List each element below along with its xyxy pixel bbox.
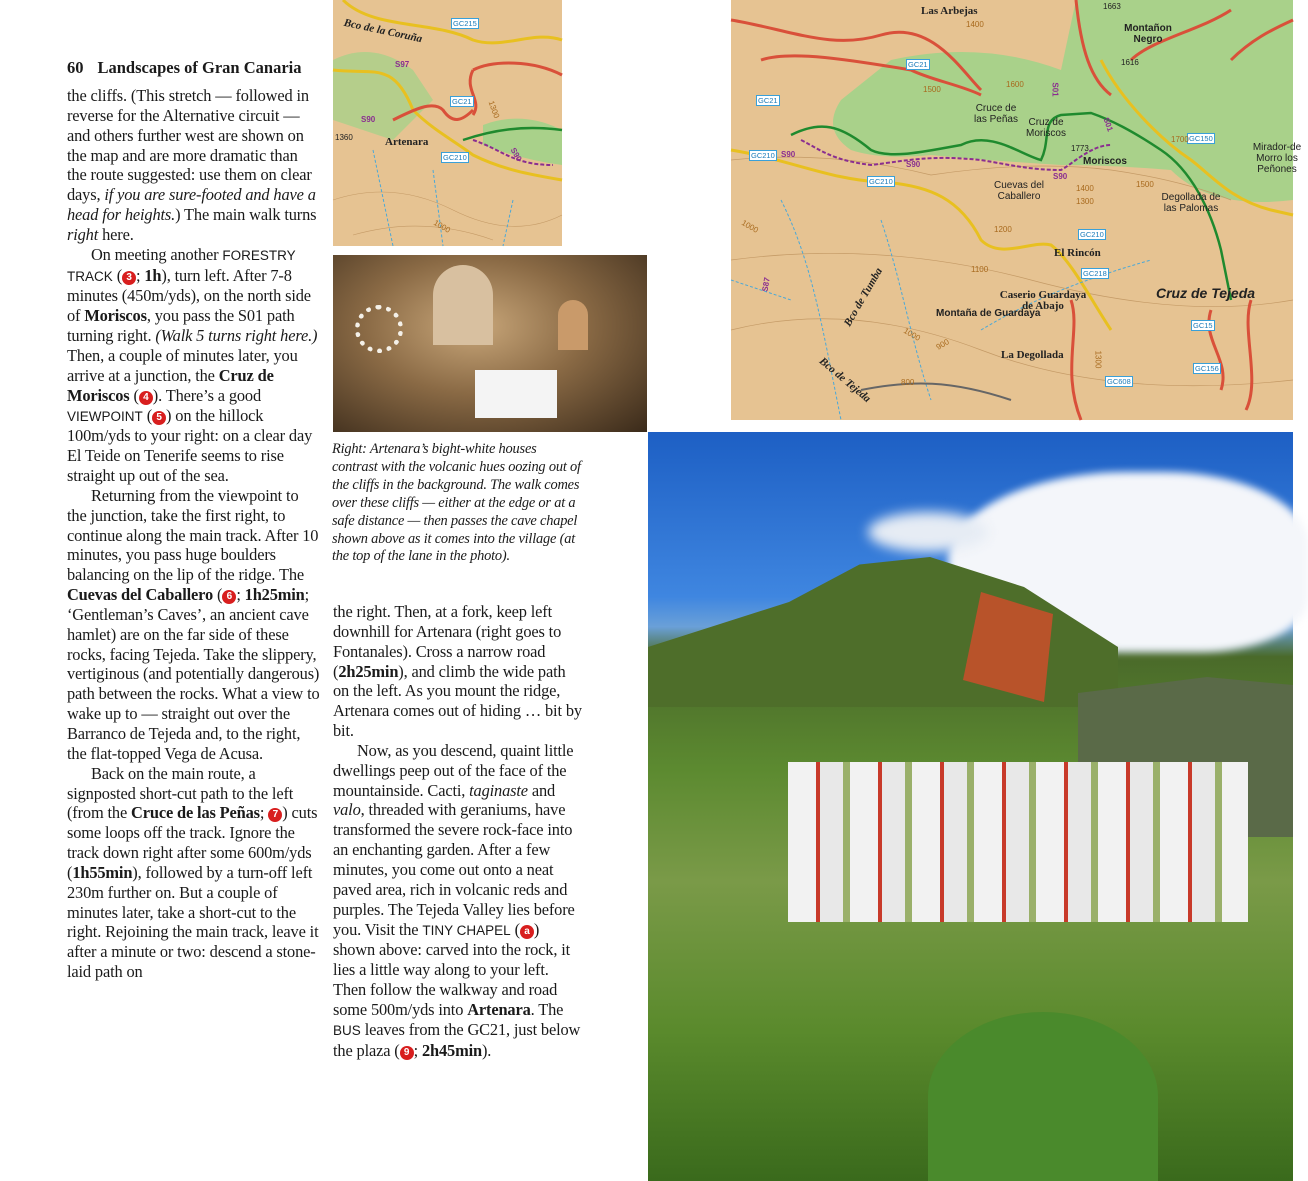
text-run: ; [413, 1040, 422, 1060]
text-run: leaves from the GC21, just below the plaza ( [333, 1019, 581, 1060]
running-header [67, 58, 301, 78]
text-run: ; [136, 265, 145, 285]
text-column-right [333, 602, 585, 1060]
map-label: Caserio Guardaya de Abajo [999, 289, 1087, 312]
text-run: the right. Then, at a fork, keep left downhill for Artenara (right goes to Fontanales). Cross a narrow road ( [333, 602, 562, 681]
chapel-table [475, 370, 557, 418]
small-caps-text: FORESTRY TRACK [67, 247, 296, 284]
italic-text: right [67, 224, 99, 244]
path-label: S90 [1053, 172, 1068, 181]
map-label: Montañon Negro [1124, 23, 1172, 45]
height-label: 1600 [1006, 80, 1024, 89]
map-label: Bco de Tejeda [816, 355, 873, 406]
route-marker-icon: a [520, 925, 534, 939]
photo-artenara-village [648, 432, 1293, 1181]
text-run: ), followed by a turn-off left 230m further on. But a couple of minutes later, take a short-cut to the right. Rejoining the main track, leave it after a minute or two: descend a stone-laid path on [67, 862, 319, 982]
map-label: Cruz de Moriscos [1025, 117, 1066, 139]
map-label: Mirador-de Morro los Peñones [1252, 142, 1302, 175]
map-label: Moriscos [1083, 156, 1127, 167]
bold-text: Cruce de las Peñas [131, 803, 260, 823]
bold-text: 1h25min [244, 585, 305, 605]
road-label: GC210 [1080, 230, 1104, 239]
text-run: ( [142, 405, 153, 425]
road-label: GC150 [1189, 134, 1213, 143]
photo-cactus [928, 1012, 1158, 1181]
route-marker-icon: 7 [268, 808, 282, 822]
text-run: ( [213, 585, 223, 605]
route-marker-icon: 6 [222, 590, 236, 604]
bold-text: Cruz de Moriscos [67, 365, 274, 405]
height-label: 1100 [971, 265, 989, 274]
text-run: . The [530, 999, 564, 1019]
road-label: GC218 [1083, 269, 1107, 278]
height-label: 800 [901, 378, 915, 387]
height-label: 1700 [1171, 135, 1189, 144]
path-label: S87 [760, 276, 772, 293]
bold-text: Moriscos [84, 306, 147, 326]
text-run: ; ‘Gentleman’s Caves’, an ancient cave hamlet) are on the far side of these rocks, facing Tejeda. Take the slippery, vertiginous (and potentially dangerous) path between the rocks. What a view to wake up to — straight out over the Barranco de Tejeda and, to the right, the flat-topped Vega de Acusa. [67, 585, 320, 763]
map-label: Bco de Tumba [841, 265, 885, 329]
map-artenara [333, 0, 562, 246]
text-run: ). There’s a good [152, 385, 262, 405]
text-run: ( [129, 385, 139, 405]
height-label: 1000 [901, 326, 922, 343]
italic-text: valo [333, 800, 361, 820]
map-label: Cruce de las Peñas [974, 103, 1018, 125]
paragraph [67, 86, 321, 245]
road-label: GC15 [1193, 321, 1213, 330]
path-label: S90 [361, 115, 376, 124]
road-label: GC210 [751, 151, 775, 160]
text-run: ), turn left. After 7-8 minutes (450m/yds), on the north side of [67, 265, 311, 326]
bold-text: Artenara [467, 999, 531, 1019]
route-marker-icon: 4 [139, 391, 153, 405]
path-label: S97 [395, 60, 410, 69]
chapel-altar-niche [433, 265, 493, 345]
height-label: 1300 [1076, 197, 1094, 206]
road-label: GC210 [869, 177, 893, 186]
paragraph [67, 764, 321, 982]
book-title: Landscapes of Gran Canaria [97, 58, 302, 77]
map-label: Cruz de Tejeda [1156, 285, 1256, 301]
road-label: GC210 [443, 153, 467, 162]
paragraph [333, 602, 585, 741]
road-label: GC21 [758, 96, 778, 105]
route-marker-icon: 9 [400, 1046, 414, 1060]
bold-text: 2h45min [421, 1040, 482, 1060]
paragraph [67, 245, 321, 486]
text-run: , you pass the S01 path turning right. [67, 306, 295, 346]
chapel-wreath [355, 305, 403, 353]
route-marker-icon: 5 [152, 411, 166, 425]
text-run: ) cuts some loops off the track. Ignore the track down right after some 600m/yds ( [67, 803, 318, 882]
road-label: GC156 [1195, 364, 1219, 373]
text-run: Back on the main route, a signposted short-cut path to the left (from the [67, 763, 294, 823]
height-label: 1300 [486, 99, 502, 120]
text-run: ). [481, 1040, 492, 1060]
path-label: S01 [1050, 82, 1060, 97]
text-run: Then, a couple of minutes later, you arrive at a junction, the [67, 345, 298, 385]
map-label: Montaña de Guardaya [936, 308, 1041, 319]
text-run: ) shown above: carved into the rock, it lies a little way along to your left. Then follow the walkway and road some 500m/yds into [333, 919, 571, 1019]
road-label: GC608 [1107, 377, 1131, 386]
text-run: On meeting another [91, 244, 223, 264]
bold-text: 1h [144, 265, 162, 285]
map-cruz-de-tejeda [731, 0, 1302, 420]
height-label: 1773 [1071, 144, 1089, 153]
bold-text: Cuevas del Caballero [67, 585, 214, 605]
text-run: the cliffs. (This stretch — followed in reverse for the Alternative circuit — and others further west are shown on the map and are more dramatic than the route suggested: use them on clear days, [67, 86, 312, 205]
map-label: Degollada de las Palomas [1161, 192, 1221, 214]
paragraph [67, 486, 321, 764]
road-label: GC215 [453, 19, 477, 28]
text-run: ) The main walk turns [175, 205, 317, 225]
route-marker-icon: 3 [122, 271, 136, 285]
italic-text: if you are sure-footed and have a head for heights. [67, 185, 316, 225]
small-caps-text: VIEWPOINT [67, 408, 143, 424]
text-column-left [67, 86, 321, 982]
photo-cloud [868, 512, 988, 552]
height-label: 900 [934, 337, 951, 352]
italic-text: taginaste [469, 780, 528, 800]
photo-white-houses [788, 762, 1248, 922]
road-label: GC21 [452, 97, 472, 106]
map-label: Las Arbejas [921, 5, 978, 17]
text-run: and [527, 780, 556, 800]
height-label: 1616 [1121, 58, 1139, 67]
height-label: 1000 [431, 218, 452, 235]
small-caps-text: TINY CHAPEL [422, 922, 511, 938]
path-label: S90 [781, 150, 796, 159]
path-label: S90 [508, 146, 524, 163]
text-run: , threaded with geraniums, have transformed the severe rock-face into an enchanting garden. After a few minutes, you come out onto a neat paved area, rich in volcanic reds and purples. The Tejeda Valley lies before you. Visit the [333, 800, 575, 939]
height-label: 1500 [1136, 180, 1154, 189]
height-label: 1300 [1093, 350, 1103, 369]
text-run: ), and climb the wide path on the left. As you mount the ridge, Artenara comes out of hiding … bit by bit. [333, 661, 582, 741]
bold-text: 2h25min [338, 661, 399, 681]
chapel-side-niche [558, 300, 588, 350]
text-run: Now, as you descend, quaint little dwellings peep out of the face of the mountainside. Cacti, [333, 740, 574, 800]
page-number: 60 [67, 58, 84, 77]
height-label: 1663 [1103, 2, 1121, 11]
italic-text: (Walk 5 turns right here.) [155, 326, 318, 346]
text-run: ; [259, 803, 269, 823]
height-label: 1400 [1076, 184, 1094, 193]
text-run: ( [510, 919, 520, 939]
photo-caption: Right: Artenara’s bight-white houses contrast with the volcanic hues oozing out of the cliffs in the background. The walk comes over these cliffs — either at the edge or at a safe distance — then passes the cave chapel shown above as it comes into the village (at the top of the lane in the photo). [332, 441, 581, 565]
text-run: Returning from the viewpoint to the junction, take the first right, to continue along the main track. After 10 minutes, you pass huge boulders balancing on the lip of the ridge. The [67, 485, 319, 585]
photo-cave-chapel [333, 255, 647, 432]
small-caps-text: BUS [333, 1022, 361, 1038]
text-run: here. [98, 224, 134, 244]
path-label: S90 [906, 160, 921, 169]
bold-text: 1h55min [72, 862, 133, 882]
height-label: 1000 [739, 218, 760, 235]
text-run: ( [112, 265, 123, 285]
map-label: Artenara [385, 136, 429, 148]
road-label: GC21 [908, 60, 928, 69]
text-run: ; [236, 585, 245, 605]
map-label: Cuevas del Caballero [993, 180, 1045, 202]
height-label: 1400 [966, 20, 984, 29]
path-label: S01 [1101, 116, 1115, 133]
map-label: La Degollada [1001, 349, 1064, 361]
paragraph [333, 741, 585, 1061]
height-label: 1200 [994, 225, 1012, 234]
map-label: Bco de la Coruña [342, 16, 424, 46]
map-label: El Rincón [1054, 247, 1101, 259]
height-label: 1500 [923, 85, 941, 94]
height-label: 1360 [335, 133, 353, 142]
text-run: ) on the hillock 100m/yds to your right: on a clear day El Teide on Tenerife seems to rise straight up out of the sea. [67, 405, 313, 486]
